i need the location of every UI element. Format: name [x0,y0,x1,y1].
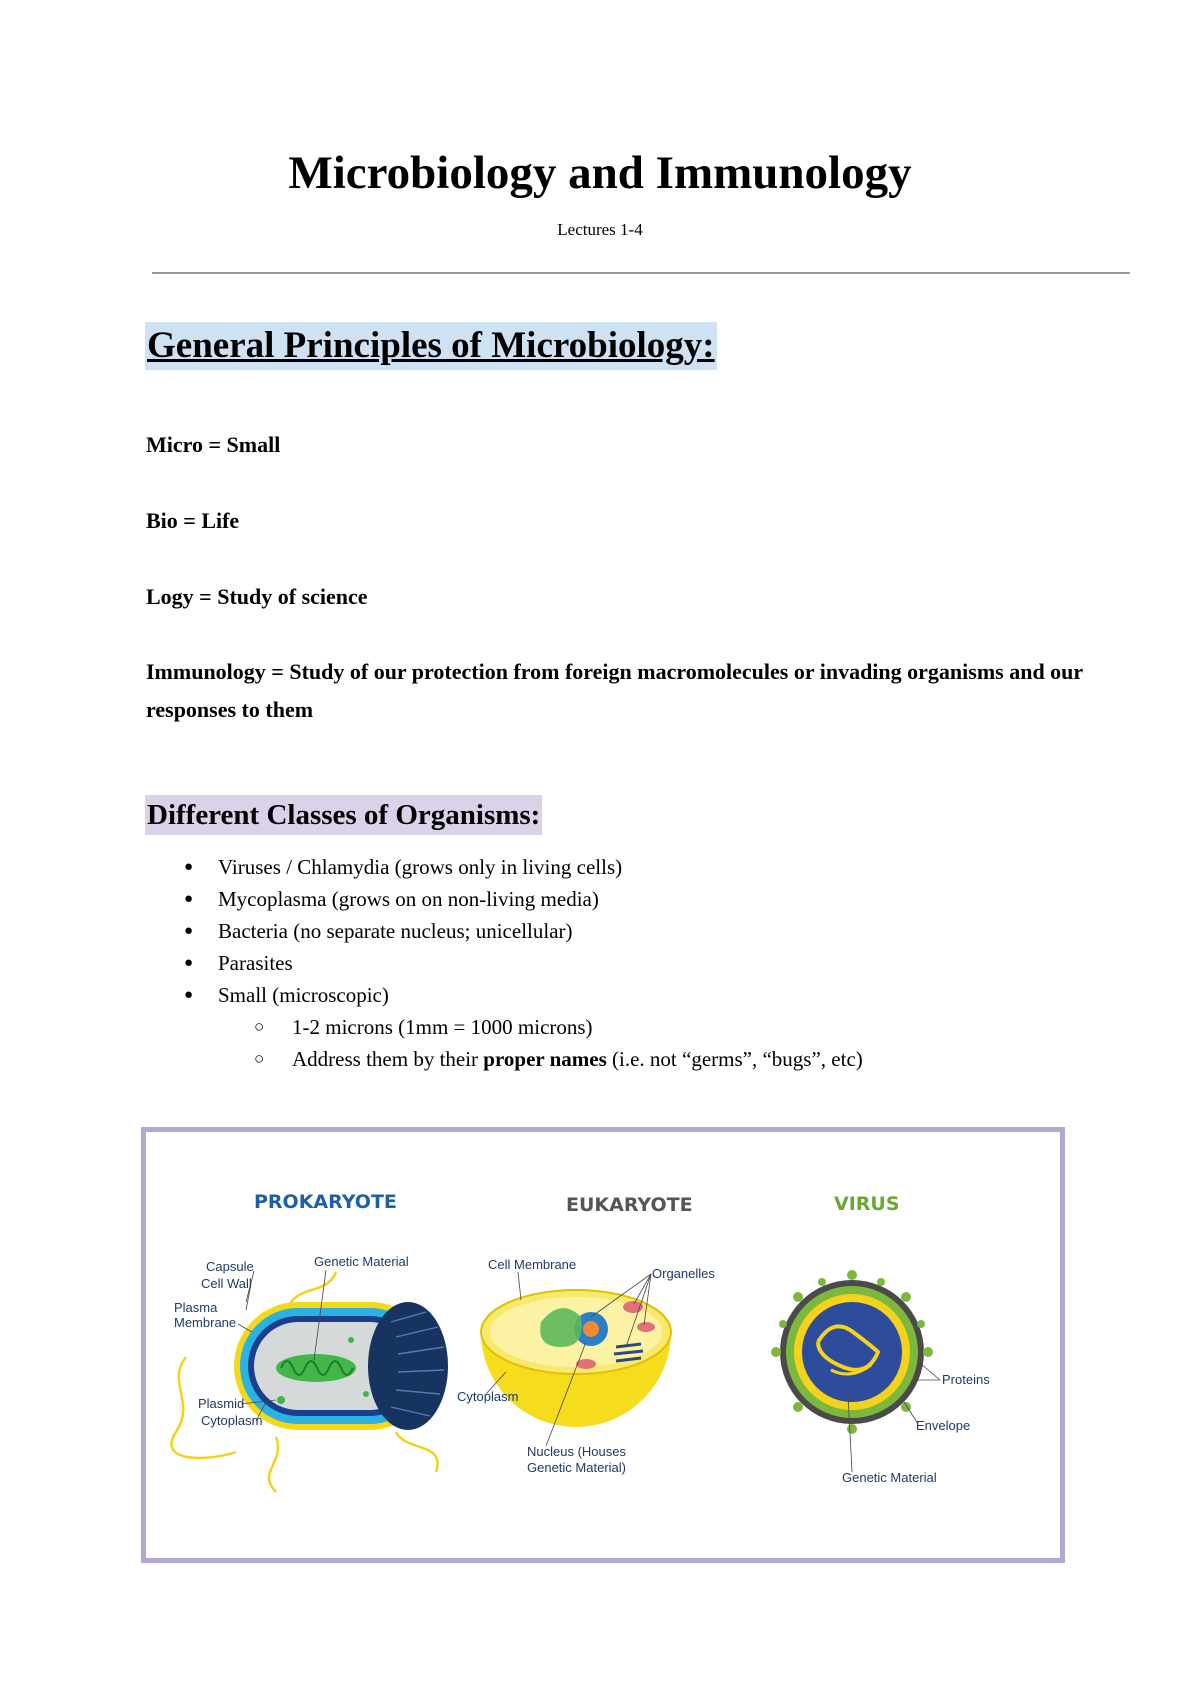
label-nucleus-1: Nucleus (Houses [527,1444,626,1459]
flagellum [269,1437,278,1492]
virus-core [802,1302,902,1402]
label-envelope: Envelope [916,1418,971,1433]
sub-list-item: ○ 1-2 microns (1mm = 1000 microns) [190,1011,863,1043]
definition-logy: Logy = Study of science [146,584,368,609]
label-membrane: Membrane [174,1315,237,1330]
list-item: ● Small (microscopic) [190,979,863,1011]
sub-list-bold-text: proper names [483,1047,607,1071]
prokaryote-diagram [171,1191,448,1492]
section-heading-classes-of-organisms: Different Classes of Organisms: [145,795,542,835]
plasmid-dot [277,1396,285,1404]
list-item: ● Mycoplasma (grows on on non-living media) [190,883,863,915]
section-heading-wrapper [145,795,542,835]
document-subtitle: Lectures 1-4 [557,220,643,239]
section-heading-general-principles: General Principles of Microbiology: [145,322,717,370]
label-proteins: Proteins [942,1372,990,1387]
label-nucleus-2: Genetic Material) [527,1460,626,1475]
definition-bio: Bio = Life [146,508,240,533]
document-title: Microbiology and Immunology [288,147,912,199]
eukaryote-diagram [457,1194,715,1475]
flagellum [396,1432,438,1472]
horizontal-rule [152,272,1130,274]
definition-micro: Micro = Small [146,432,281,457]
label-cell-wall: Cell Wall [201,1276,252,1291]
label-cell-membrane: Cell Membrane [488,1257,577,1272]
section-heading-wrapper [145,322,717,370]
nucleolus [583,1321,599,1337]
sub-list-item [190,1043,863,1075]
list-item: ● Viruses / Chlamydia (grows only in living cells) [190,851,863,883]
label-cytoplasm: Cytoplasm [457,1389,519,1404]
label-organelles: Organelles [652,1266,715,1281]
cell-types-illustration [146,1132,1060,1558]
mitochondrion [637,1322,655,1332]
cell-types-figure [141,1127,1065,1563]
organism-list [190,851,863,1075]
virus-diagram [771,1193,990,1485]
label-plasma: Plasma [174,1300,218,1315]
ribosome-dot [348,1337,354,1343]
label-capsule: Capsule [206,1259,254,1274]
sub-list-text: (i.e. not “germs”, “bugs”, etc) [606,1047,863,1071]
definition-immunology: Immunology = Study of our protection from foreign macromolecules or invading organisms and our responses to them [146,659,1083,722]
virus-title: VIRUS [834,1193,900,1215]
list-item: ● Parasites [190,947,863,979]
eukaryote-title: EUKARYOTE [566,1194,693,1216]
label-cytoplasm: Cytoplasm [201,1413,263,1428]
label-genetic-material: Genetic Material [314,1254,409,1269]
sub-list-text: Address them by their [292,1047,484,1071]
prokaryote-title: PROKARYOTE [254,1191,397,1213]
list-item: ● Bacteria (no separate nucleus; unicellular) [190,915,863,947]
ribosome-dot [363,1391,369,1397]
label-plasmid: Plasmid [198,1396,245,1411]
label-genetic-material: Genetic Material [842,1470,937,1485]
